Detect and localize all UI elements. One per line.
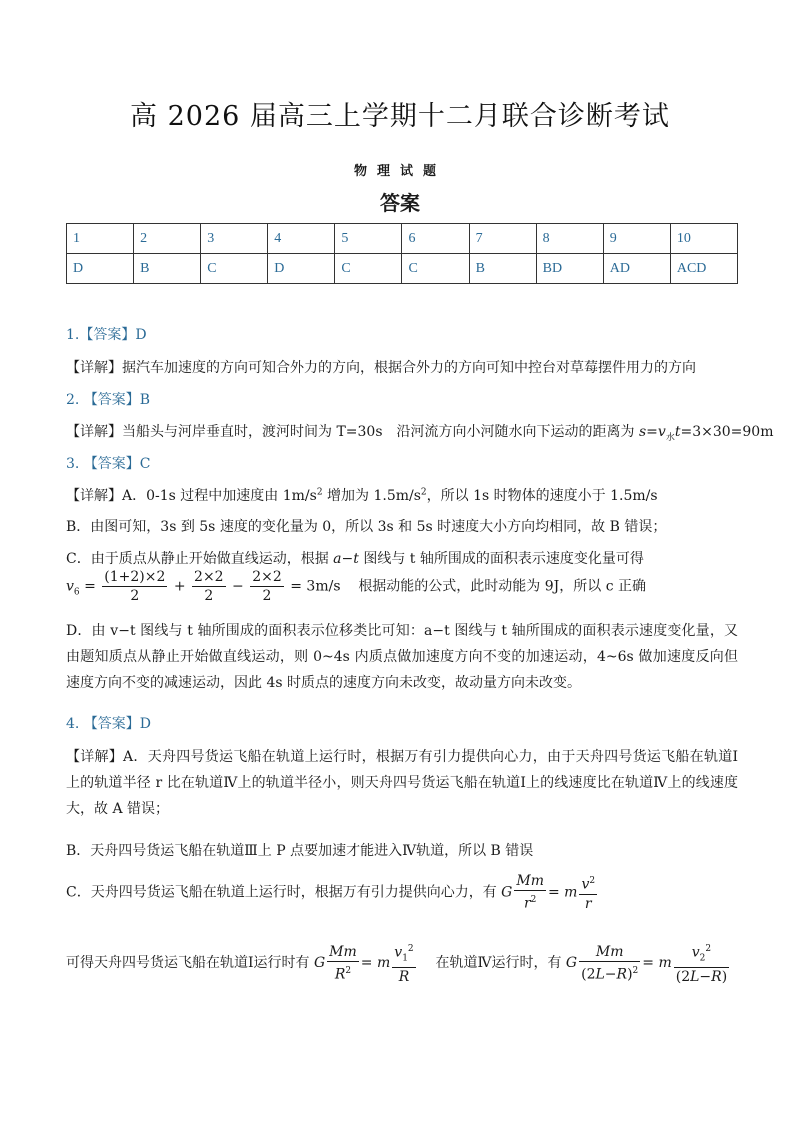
answer-cell: AD [603, 254, 670, 284]
question-number-cell: 9 [603, 224, 670, 254]
q4-option-c: C．天舟四号货运飞船在轨道上运行时，根据万有引力提供向心力，有 G $\frac{Mm}{r^2}$ = m $\frac{v^2}{r}$ [66, 873, 596, 912]
question-number-cell: 5 [335, 224, 402, 254]
question-number-cell: 3 [201, 224, 268, 254]
q2-answer-label: 2. 【答案】B [66, 392, 151, 408]
fraction-v2-2L-R: $\frac{v_2^2}{(2L-R)}$ [674, 940, 729, 986]
answer-cell: BD [536, 254, 603, 284]
question-number-cell: 10 [670, 224, 737, 254]
answer-cell: C [335, 254, 402, 284]
answer-cell: ACD [670, 254, 737, 284]
q2-detail: 【详解】当船头与河岸垂直时，渡河时间为 T=30s 沿河流方向小河随水向下运动的距离为 $s=v_水t=3\times 30=90m$ [66, 424, 774, 443]
answer-cell: C [402, 254, 469, 284]
formula-note: 根据动能的公式，此时动能为 9J，所以 c 正确 [358, 578, 647, 595]
fraction-Mm-R2: $\frac{Mm}{R^2}$ [329, 943, 357, 983]
fraction-v1-R: $\frac{v_1^2}{R}$ [392, 940, 415, 986]
answer-table [66, 223, 738, 284]
answer-cell: D [67, 254, 134, 284]
q3-velocity-formula: $v_6$ = $\frac{(1+2)\times 2}{2}$ + $\frac{2\times 2}{2}$ − $\frac{2\times 2}{2}$ = 3m/s 根据动能的公式，此时动能为 9J，所以 c 正确 [66, 569, 647, 604]
question-number-cell: 1 [67, 224, 134, 254]
q3-a-text-2: 增加为 1.5m/s [322, 488, 421, 504]
question-number-cell: 6 [402, 224, 469, 254]
answer-heading: 答案 [380, 191, 420, 215]
q3-a-text-3: ，所以 1s 时物体的速度小于 1.5m/s [426, 488, 658, 504]
question-number-cell: 2 [134, 224, 201, 254]
q4-orbit-equations: 可得天舟四号货运飞船在轨道Ⅰ运行时有 G $\frac{Mm}{R^2}$ = m $\frac{v_1^2}{R}$ 在轨道Ⅳ运行时，有 G $\frac{Mm}{(2L-R)^2}$ = m $\frac{v_2^2}{(2L-R)}$ [66, 940, 731, 986]
fraction-3: $\frac{2\times 2}{2}$ [252, 569, 282, 604]
exam-subtitle: 物理试题 [353, 164, 446, 179]
answer-table-number-row [67, 224, 738, 254]
q3-c-text-1: C．由于质点从静止开始做直线运动，根据 [66, 551, 334, 567]
q3-option-a: 【详解】A．0-1s 过程中加速度由 $1m/s^2$ 增加为 $1.5m/s^2$，所以 1s 时物体的速度小于 1.5m/s [66, 487, 658, 504]
q3-answer-label: 3. 【答案】C [66, 456, 151, 472]
answer-cell: C [201, 254, 268, 284]
fraction-Mm-2L-R2: $\frac{Mm}{(2L-R)^2}$ [581, 943, 639, 983]
exam-title: 高 2026 届高三上学期十二月联合诊断考试 [130, 101, 670, 132]
formula-result: = 3m/s [290, 578, 341, 595]
fraction-Mm-r2: $\frac{Mm}{r^2}$ [516, 873, 544, 912]
fraction-v2-r: $\frac{v^2}{r}$ [579, 872, 597, 913]
question-number-cell: 8 [536, 224, 603, 254]
q3-a-text-1: 【详解】A．0-1s 过程中加速度由 1m/s [66, 488, 317, 504]
q4-option-a: 【详解】A．天舟四号货运飞船在轨道上运行时，根据万有引力提供向心力，由于天舟四号货运飞船在轨道Ⅰ上的轨道半径 r 比在轨道Ⅳ上的轨道半径小，则天舟四号货运飞船在轨道Ⅰ上的线速度比在轨道Ⅳ上的线速度大，故 A 错误； [66, 749, 738, 817]
q2-detail-text: 【详解】当船头与河岸垂直时，渡河时间为 T=30s 沿河流方向小河随水向下运动的距离为 [66, 424, 639, 440]
answer-cell: D [268, 254, 335, 284]
answer-cell: B [134, 254, 201, 284]
q4-last-text-1: 可得天舟四号货运飞船在轨道Ⅰ运行时有 [66, 955, 310, 972]
answer-table-answer-row [67, 254, 738, 284]
q2-detail-result: =3×30=90m [680, 424, 774, 440]
q3-option-b: B．由图可知，3s 到 5s 速度的变化量为 0，所以 3s 和 5s 时速度大小方向均相同，故 B 错误； [66, 519, 667, 535]
q4-option-b: B．天舟四号货运飞船在轨道Ⅲ上 P 点要加速才能进入Ⅳ轨道，所以 B 错误 [66, 843, 534, 859]
q4-c-text: C．天舟四号货运飞船在轨道上运行时，根据万有引力提供向心力，有 [66, 884, 497, 901]
fraction-2: $\frac{2\times 2}{2}$ [194, 569, 224, 604]
q4-last-text-2: 在轨道Ⅳ运行时，有 [435, 955, 562, 972]
question-number-cell: 4 [268, 224, 335, 254]
q4-answer-label: 4. 【答案】D [66, 716, 152, 732]
q1-answer-label: 1.【答案】D [66, 327, 147, 343]
q3-option-c: C．由于质点从静止开始做直线运动，根据 a−t 图线与 t 轴所围成的面积表示速度变化量可得 [66, 551, 644, 567]
q1-detail: 【详解】据汽车加速度的方向可知合外力的方向，根据合外力的方向可知中控台对草莓摆件用力的方向 [66, 360, 696, 376]
question-number-cell: 7 [469, 224, 536, 254]
fraction-1: $\frac{(1+2)\times 2}{2}$ [104, 569, 166, 604]
q3-option-d: D．由 v−t 图线与 t 轴所围成的面积表示位移类比可知：a−t 图线与 t 轴所围成的面积表示速度变化量，又由题知质点从静止开始做直线运动，则 0~4s 内质点做加速度方向不变的加速运动，4~6s 做加速度反向但速度方向不变的减速运动，因此 4s 时质点的速度方向未改变，故动量方向未改变。 [66, 623, 738, 691]
answer-cell: B [469, 254, 536, 284]
q3-c-text-2: 图线与 t 轴所围成的面积表示速度变化量可得 [358, 551, 644, 567]
